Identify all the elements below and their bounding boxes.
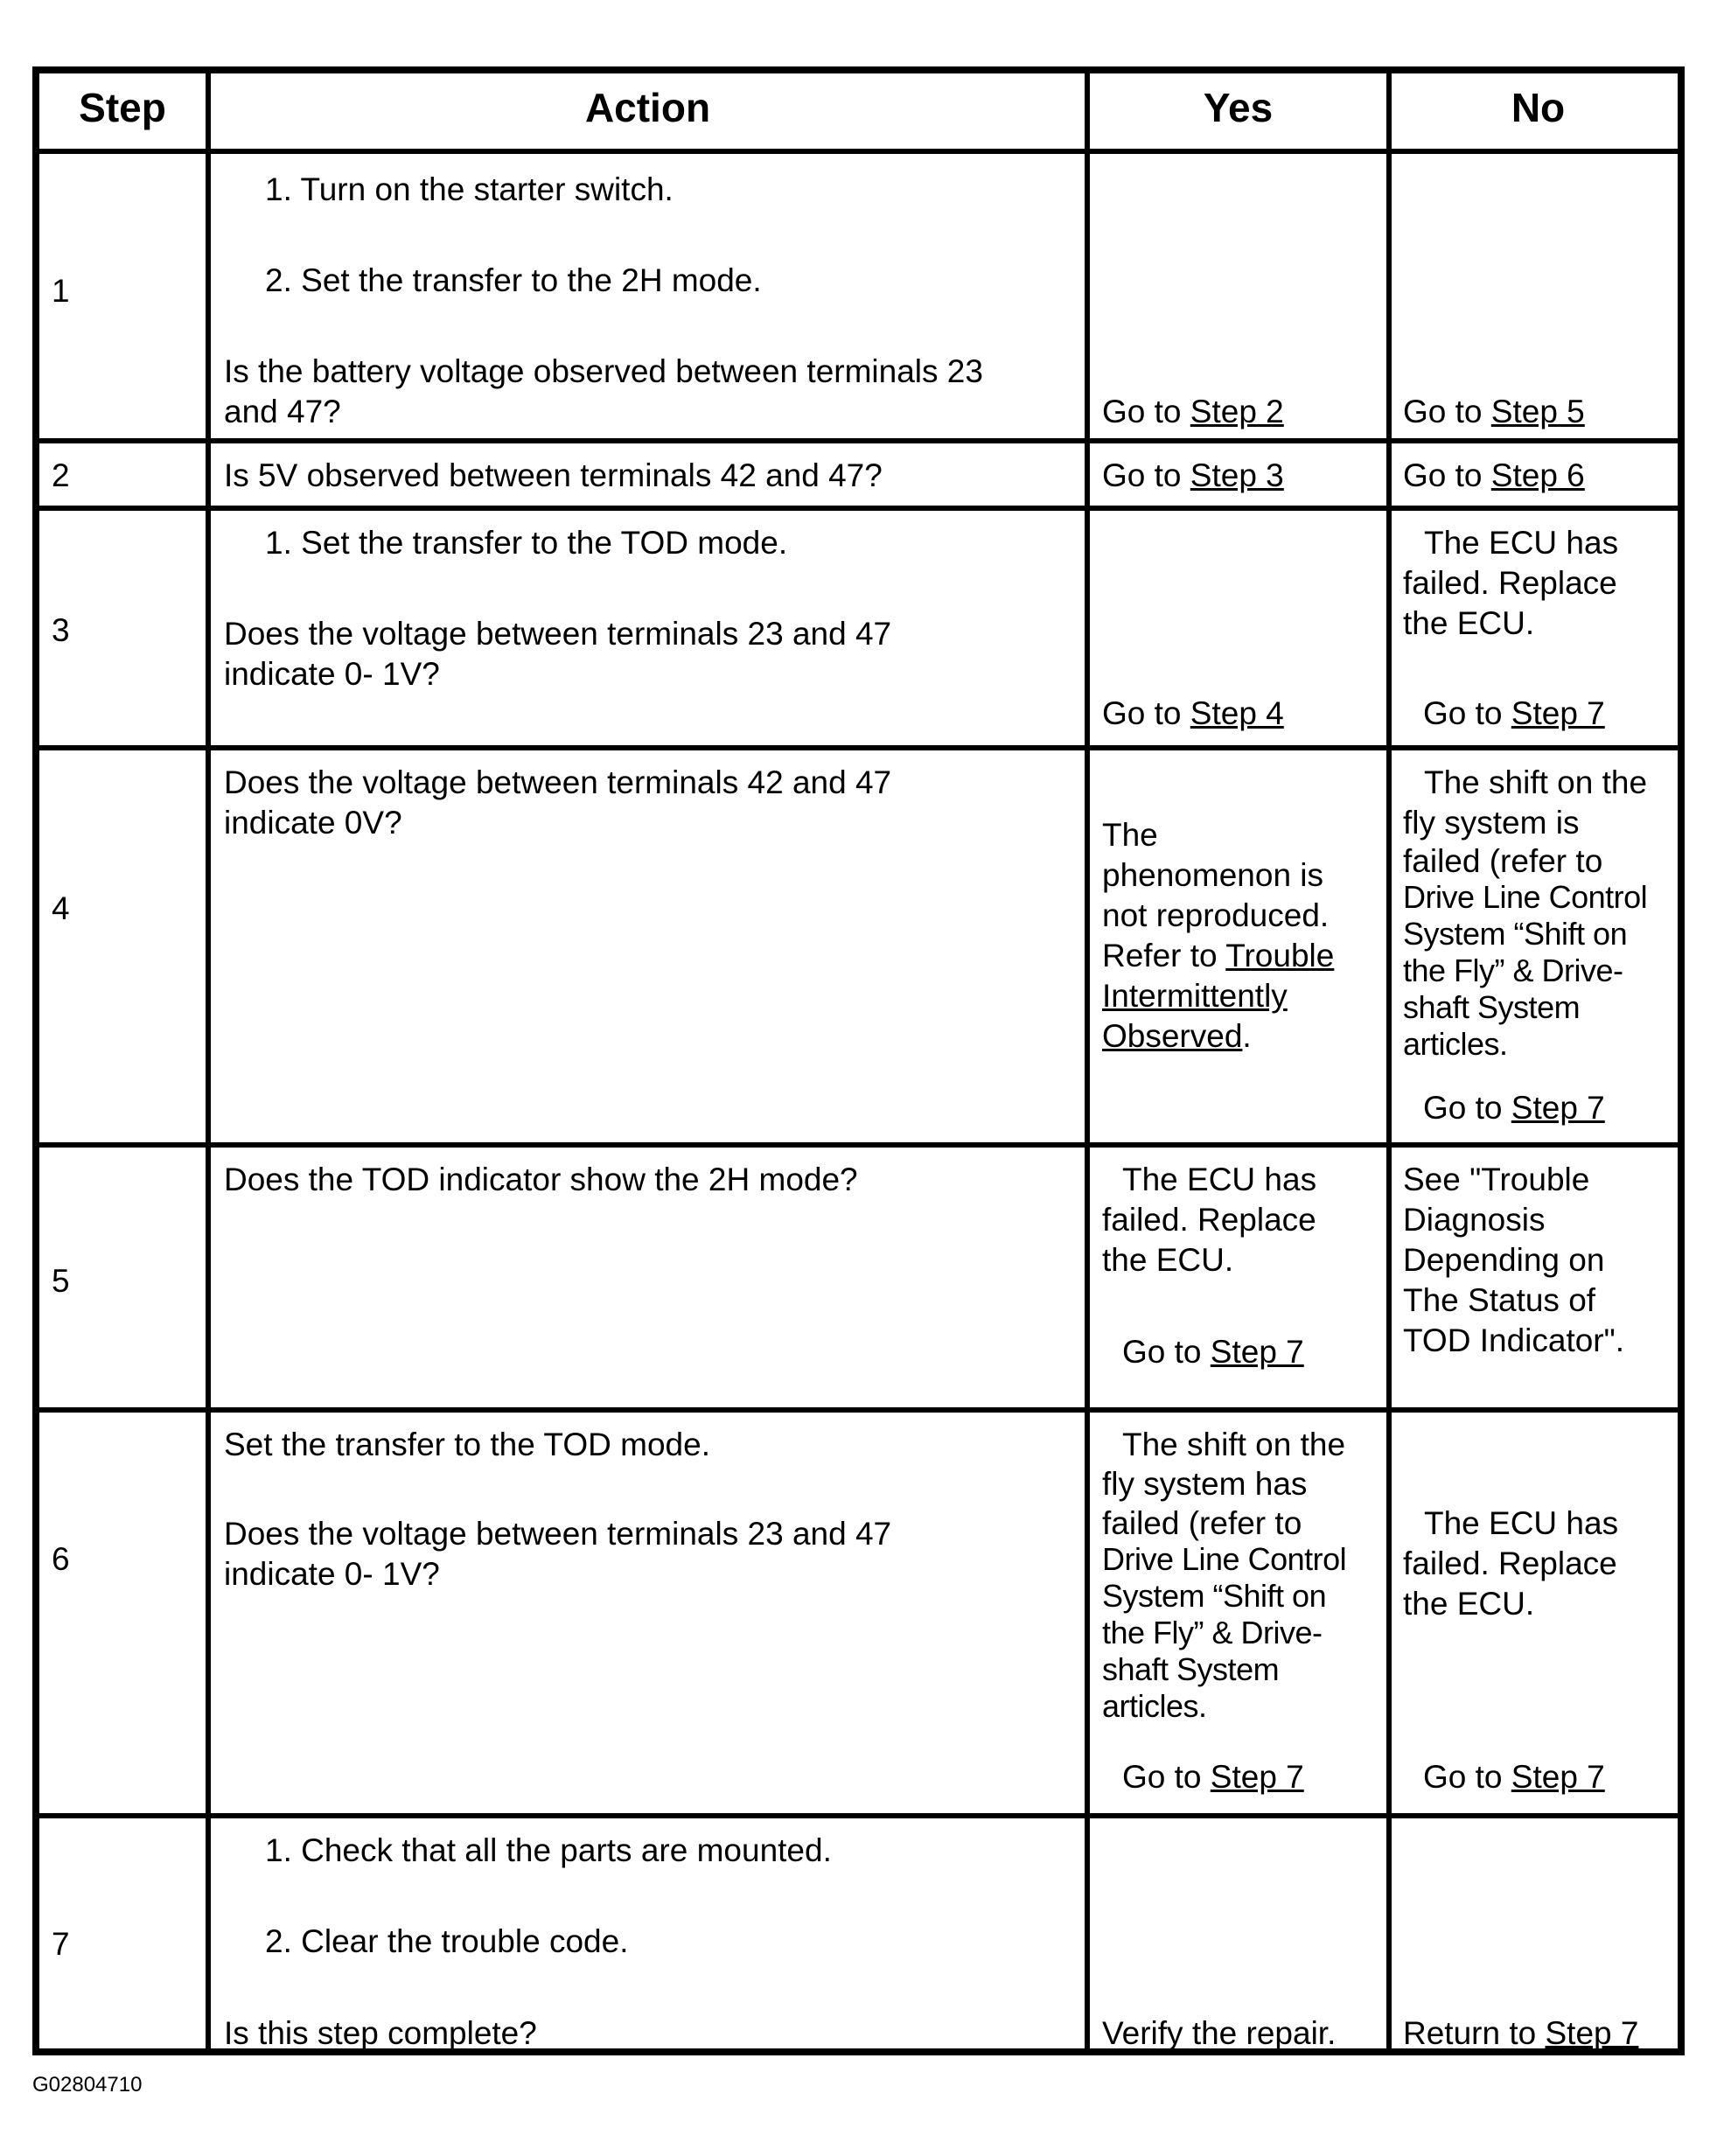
header-action: Action xyxy=(584,85,711,130)
no-line: The Status of xyxy=(1403,1282,1596,1318)
yes-cell: Go to Step 3 xyxy=(1102,457,1284,493)
no-line: The ECU has xyxy=(1424,525,1619,561)
action-line: and 47? xyxy=(224,394,341,429)
action-line: Set the transfer to the TOD mode. xyxy=(224,1427,710,1462)
action-line: indicate 0V? xyxy=(224,805,402,841)
no-line: The shift on the xyxy=(1424,764,1648,800)
action-line: Does the voltage between terminals 23 and 47 xyxy=(224,1516,892,1552)
step-link[interactable]: Step 7 xyxy=(1210,1759,1304,1795)
no-line: the ECU. xyxy=(1403,1586,1535,1622)
step-link[interactable]: Step 7 xyxy=(1545,2015,1639,2051)
header-step: Step xyxy=(79,85,166,130)
action-line: Is the battery voltage observed between terminals 23 xyxy=(224,353,983,389)
step-number: 7 xyxy=(52,1926,70,1962)
step-link[interactable]: Step 7 xyxy=(1210,1334,1304,1370)
yes-line: Drive Line Control xyxy=(1102,1541,1347,1577)
action-line: 1. Set the transfer to the TOD mode. xyxy=(265,525,788,561)
action-line: 2. Clear the trouble code. xyxy=(265,1923,629,1959)
trouble-link[interactable]: Trouble xyxy=(1225,938,1335,973)
step-link[interactable]: Step 4 xyxy=(1190,695,1284,731)
yes-line: phenomenon is xyxy=(1102,857,1324,893)
no-line: Diagnosis xyxy=(1403,1202,1546,1238)
action-line: indicate 0- 1V? xyxy=(224,656,440,692)
action-line: Is this step complete? xyxy=(224,2015,537,2051)
no-line: See "Trouble xyxy=(1403,1162,1590,1197)
row-divider xyxy=(39,438,1678,443)
header-yes: Yes xyxy=(1203,85,1274,130)
no-line: failed (refer to xyxy=(1403,843,1603,879)
no-line: fly system is xyxy=(1403,805,1580,841)
no-line: The ECU has xyxy=(1424,1505,1619,1541)
no-cell: Return to Step 7 xyxy=(1403,2015,1639,2051)
yes-line: Observed. xyxy=(1102,1018,1252,1054)
no-line: shaft System xyxy=(1403,989,1581,1025)
step-number: 4 xyxy=(52,890,70,926)
no-line: Depending on xyxy=(1403,1242,1605,1278)
no-line: TOD Indicator". xyxy=(1403,1322,1625,1358)
yes-cell: Go to Step 2 xyxy=(1102,394,1284,429)
step-link[interactable]: Step 6 xyxy=(1490,457,1585,493)
no-cell: Go to Step 7 xyxy=(1423,1090,1605,1126)
step-link[interactable]: Step 3 xyxy=(1190,457,1284,493)
row-divider xyxy=(39,506,1678,511)
row-divider xyxy=(39,1142,1678,1148)
step-number: 1 xyxy=(52,273,70,309)
yes-line: not reproduced. xyxy=(1102,897,1330,933)
step-number: 2 xyxy=(52,457,70,493)
yes-line: the ECU. xyxy=(1102,1242,1234,1278)
yes-line: failed (refer to xyxy=(1102,1505,1302,1541)
row-divider xyxy=(39,1407,1678,1413)
figure-id: G02804710 xyxy=(32,2073,143,2097)
no-line: System “Shift on xyxy=(1403,916,1628,952)
yes-cell: Go to Step 7 xyxy=(1122,1759,1304,1795)
yes-line: Refer to Trouble xyxy=(1102,938,1335,973)
row-divider xyxy=(39,1813,1678,1818)
no-cell: Go to Step 7 xyxy=(1423,695,1605,731)
column-divider xyxy=(1386,73,1392,2048)
no-line: Drive Line Control xyxy=(1403,879,1648,915)
no-cell: Go to Step 5 xyxy=(1403,394,1585,429)
yes-line: the Fly” & Drive- xyxy=(1102,1615,1323,1650)
no-line: the Fly” & Drive- xyxy=(1403,952,1623,988)
action-line: 2. Set the transfer to the 2H mode. xyxy=(265,262,762,298)
action-line: Is 5V observed between terminals 42 and 47? xyxy=(224,457,883,493)
column-divider xyxy=(1085,73,1090,2048)
yes-line: The ECU has xyxy=(1122,1162,1317,1197)
yes-line: fly system has xyxy=(1102,1466,1308,1502)
no-cell: Go to Step 7 xyxy=(1423,1759,1605,1795)
yes-line: articles. xyxy=(1102,1688,1207,1724)
step-link[interactable]: Step 5 xyxy=(1490,394,1585,429)
header-no: No xyxy=(1511,85,1566,130)
trouble-link[interactable]: Intermittently xyxy=(1102,978,1288,1014)
yes-line: The xyxy=(1102,817,1158,853)
step-number: 3 xyxy=(52,612,70,648)
no-line: articles. xyxy=(1403,1026,1508,1062)
yes-cell: Verify the repair. xyxy=(1102,2015,1337,2051)
action-line: 1. Turn on the starter switch. xyxy=(265,171,674,207)
yes-line: System “Shift on xyxy=(1102,1578,1327,1614)
diagnostic-table xyxy=(32,66,1685,2055)
step-number: 6 xyxy=(52,1541,70,1577)
yes-cell: Go to Step 4 xyxy=(1102,695,1284,731)
step-number: 5 xyxy=(52,1263,70,1299)
row-divider xyxy=(39,149,1678,154)
row-divider xyxy=(39,745,1678,750)
yes-cell: Go to Step 7 xyxy=(1122,1334,1304,1370)
yes-line: shaft System xyxy=(1102,1651,1280,1687)
column-divider xyxy=(206,73,211,2048)
step-link[interactable]: Step 7 xyxy=(1511,695,1605,731)
action-line: Does the TOD indicator show the 2H mode? xyxy=(224,1162,858,1197)
action-line: Does the voltage between terminals 42 and 47 xyxy=(224,764,892,800)
action-line: Does the voltage between terminals 23 and 47 xyxy=(224,616,892,652)
yes-line: failed. Replace xyxy=(1102,1202,1316,1238)
no-line: the ECU. xyxy=(1403,605,1535,641)
no-line: failed. Replace xyxy=(1403,565,1617,601)
action-line: indicate 0- 1V? xyxy=(224,1556,440,1592)
step-link[interactable]: Step 7 xyxy=(1511,1090,1605,1126)
trouble-link[interactable]: Observed xyxy=(1102,1018,1243,1054)
step-link[interactable]: Step 7 xyxy=(1511,1759,1605,1795)
yes-line: The shift on the xyxy=(1122,1427,1346,1462)
action-line: 1. Check that all the parts are mounted. xyxy=(265,1832,832,1868)
no-line: failed. Replace xyxy=(1403,1545,1617,1581)
step-link[interactable]: Step 2 xyxy=(1190,394,1284,429)
no-cell: Go to Step 6 xyxy=(1403,457,1585,493)
